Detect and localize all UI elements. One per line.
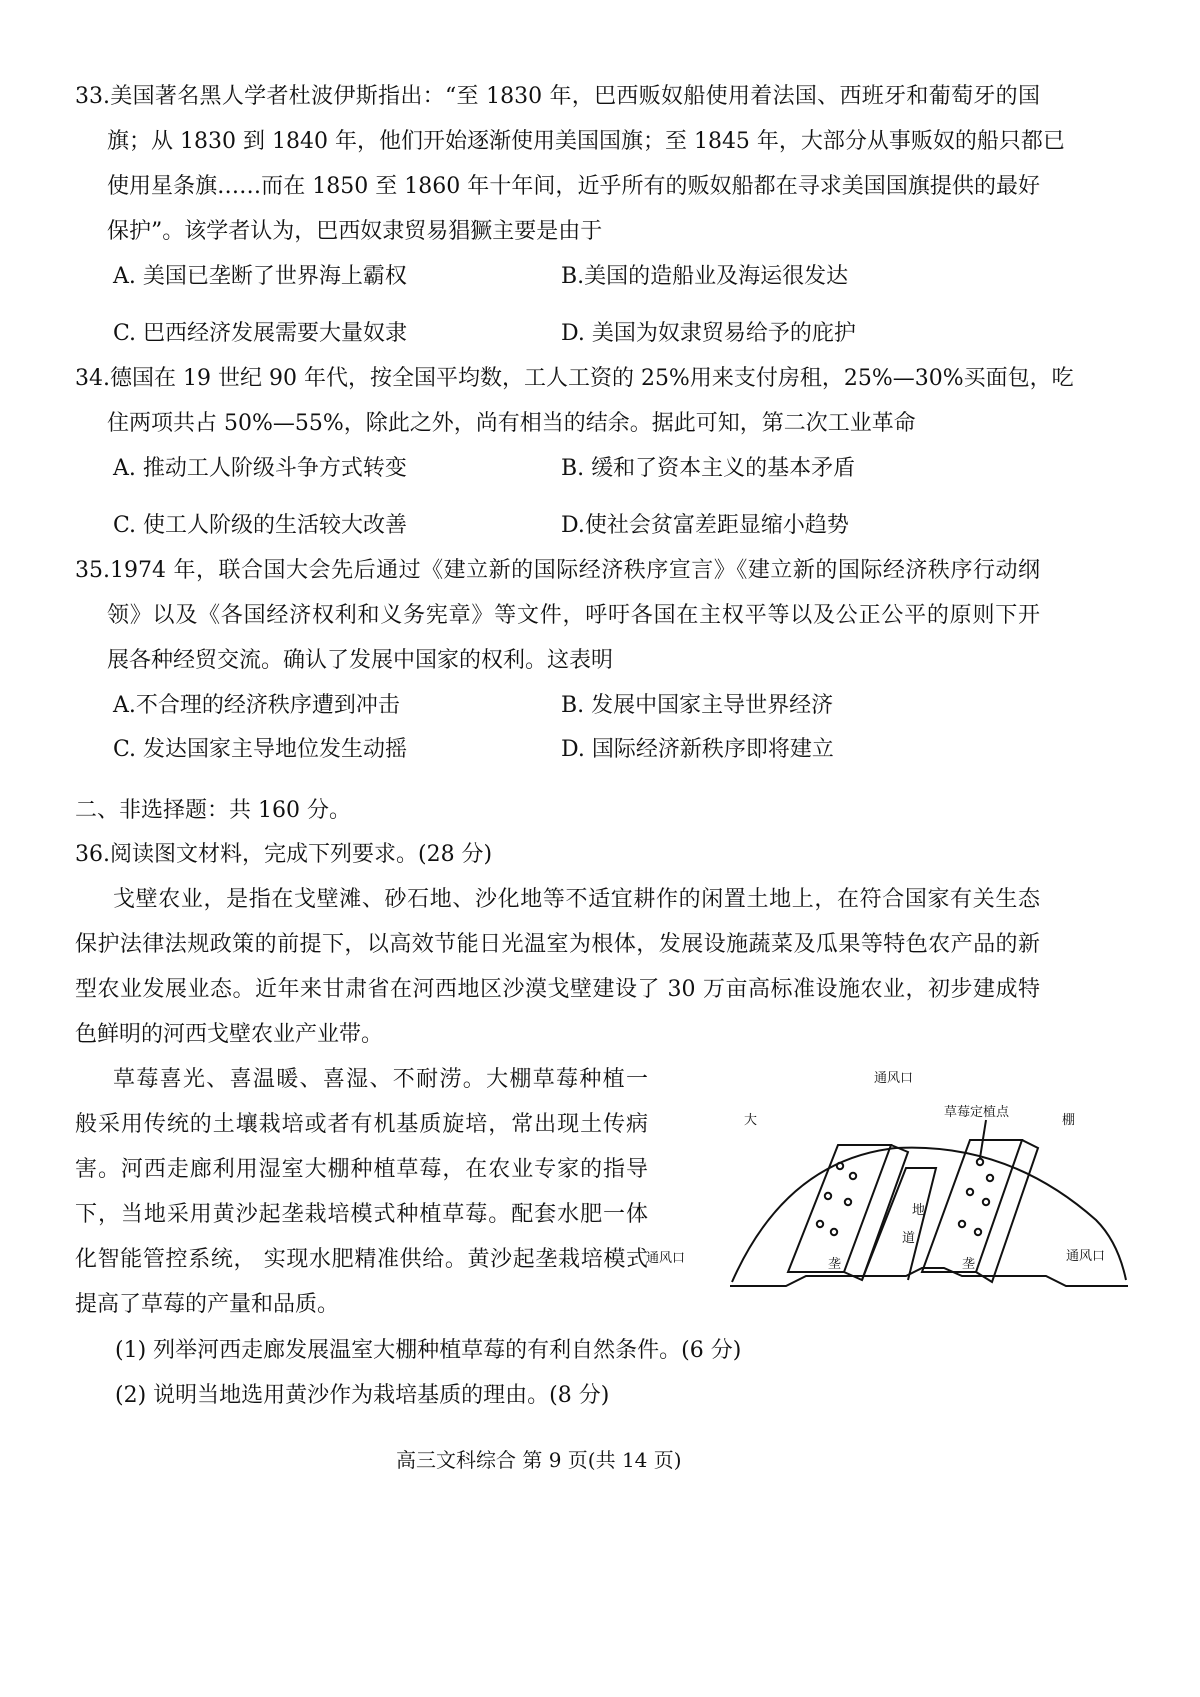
q35-option-d: D. 国际经济新秩序即将建立 [561,737,834,762]
q33-option-a: A. 美国已垄断了世界海上霸权 [113,264,407,289]
q34-option-a: A. 推动工人阶级斗争方式转变 [113,456,407,481]
q35-option-b: B. 发展中国家主导世界经济 [561,693,834,718]
q36-para1-line-4: 色鲜明的河西戈壁农业产业带。 [75,1022,384,1047]
ground-profile [730,1268,1128,1286]
q35-line-1: 35.1974 年，联合国大会先后通过《建立新的国际经济秩序宣言》《建立新的国际经济秩序行动纲 [75,558,1040,583]
ridge-label-right: 垄 [962,1257,976,1272]
q36-para2-line-5: 化智能管控系统， 实现水肥精准供给。黄沙起垄栽培模式 [75,1247,648,1272]
q35-line-3: 展各种经贸交流。确认了发展中国家的权利。这表明 [107,648,614,673]
q33-line-1: 33.美国著名黑人学者杜波伊斯指出：“至 1830 年，巴西贩奴船使用着法国、西班牙和葡萄牙的国 [75,84,1040,109]
q35-option-c: C. 发达国家主导地位发生动摇 [113,737,408,762]
q36-heading: 36.阅读图文材料，完成下列要求。(28 分) [75,842,493,867]
dapeng-label-right: 棚 [1062,1113,1076,1128]
greenhouse-diagram [646,1071,1136,1398]
aisle-label-1: 地 [912,1203,926,1218]
vent-label-right: 通风口 [1066,1249,1106,1264]
q36-para2-line-2: 般采用传统的土壤栽培或者有机基质旋培，常出现土传病 [75,1112,648,1137]
q34-option-b: B. 缓和了资本主义的基本矛盾 [561,456,856,481]
vent-label-top: 通风口 [874,1071,914,1086]
q36-para2-line-4: 下，当地采用黄沙起垄栽培模式种植草莓。配套水肥一体 [75,1202,648,1227]
q36-para1-line-1: 戈壁农业，是指在戈壁滩、砂石地、沙化地等不适宜耕作的闲置土地上，在符合国家有关生态 [113,887,1040,912]
q36-para2-line-3: 害。河西走廊利用湿室大棚种植草莓，在农业专家的指导 [75,1157,648,1182]
q36-para1-line-2: 保护法律法规政策的前提下，以高效节能日光温室为根体，发展设施蔬菜及瓜果等特色农产品的新 [75,932,1040,957]
vent-label-left: 通风口 [646,1251,686,1266]
q36-sub-question-1: (1) 列举河西走廊发展温室大棚种植草莓的有利自然条件。(6 分) [115,1338,742,1363]
q33-line-4: 保护”。该学者认为，巴西奴隶贸易猖獗主要是由于 [107,219,603,244]
q35-option-a: A.不合理的经济秩序遭到冲击 [113,693,400,718]
right-ridge [922,1140,1038,1282]
aisle-label-2: 道 [902,1231,916,1246]
dapeng-label-left: 大 [744,1113,758,1128]
q34-option-d: D.使社会贫富差距显缩小趋势 [561,513,849,538]
page-footer: 高三文科综合 第 9 页(共 14 页) [396,1448,682,1472]
q33-option-d: D. 美国为奴隶贸易给予的庇护 [561,321,856,346]
q35-line-2: 领》以及《各国经济权利和义务宪章》等文件，呼吁各国在主权平等以及公正公平的原则下开 [107,603,1040,628]
left-ridge [788,1145,908,1280]
q36-sub-question-2: (2) 说明当地选用黄沙作为栽培基质的理由。(8 分) [115,1383,610,1408]
q33-line-2: 旗；从 1830 到 1840 年，他们开始逐渐使用美国国旗；至 1845 年，大部分从事贩奴的船只都已 [107,129,1065,154]
ridge-label-left: 垄 [828,1257,842,1272]
section-2-heading: 二、非选择题：共 160 分。 [75,798,351,823]
plant-point-label: 草莓定植点 [944,1105,1010,1120]
q34-line-2: 住两项共占 50%—55%，除此之外，尚有相当的结余。据此可知，第二次工业革命 [107,411,916,436]
q36-para2-line-1: 草莓喜光、喜温暖、喜湿、不耐涝。大棚草莓种植一 [113,1067,648,1092]
q33-line-3: 使用星条旗……而在 1850 至 1860 年十年间，近乎所有的贩奴船都在寻求美国国旗提供的最好 [107,174,1040,199]
q34-option-c: C. 使工人阶级的生活较大改善 [113,513,408,538]
q36-para1-line-3: 型农业发展业态。近年来甘肃省在河西地区沙漠戈壁建设了 30 万亩高标准设施农业，初步建成特 [75,977,1040,1002]
q34-line-1: 34.德国在 19 世纪 90 年代，按全国平均数，工人工资的 25%用来支付房租，25%—30%买面包，吃 [75,366,1074,391]
q33-option-c: C. 巴西经济发展需要大量奴隶 [113,321,408,346]
q36-para2-line-6: 提高了草莓的产量和品质。 [75,1292,340,1317]
q33-option-b: B.美国的造船业及海运很发达 [561,264,849,289]
